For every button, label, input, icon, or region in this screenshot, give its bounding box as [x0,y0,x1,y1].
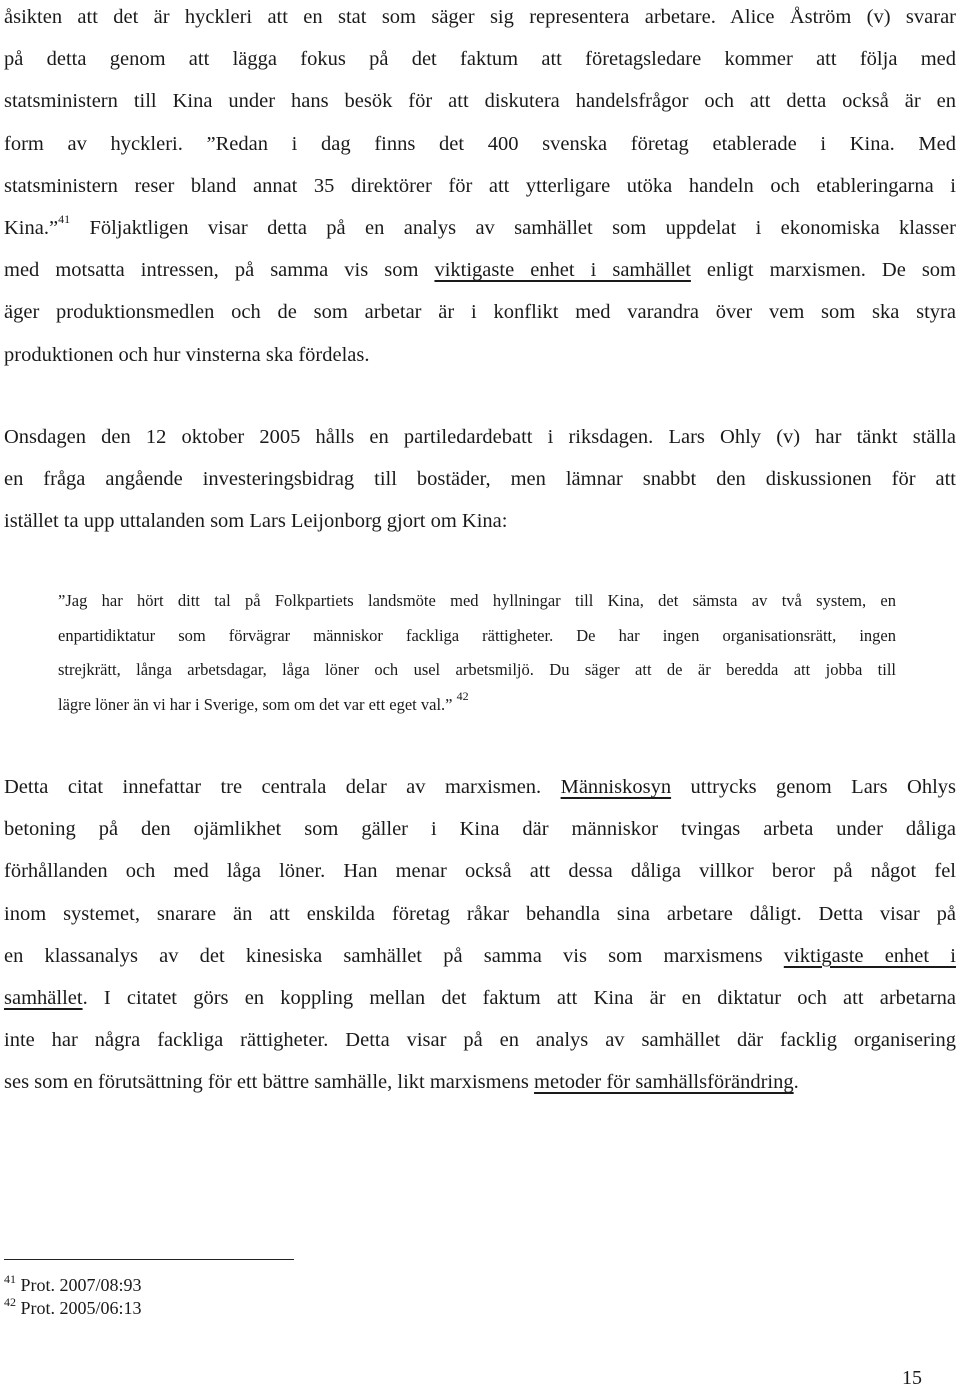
quote-line: enpartidiktatur som förvägrar människor fackliga rättigheter. De har ingen organisationsrätt, ingen [58,625,896,645]
text-line: äger produktionsmedlen och de som arbetar är i konflikt med varandra över vem som ska styra [4,301,956,324]
text-line [4,1061,956,1103]
footnote-number: 42 [4,1295,16,1309]
text-segment: . [793,1071,799,1094]
text-segment: Följaktligen visar detta på en analys av samhället som uppdelat i ekonomiska klasser [70,217,956,240]
underlined-term: metoder för samhällsförändring [534,1071,794,1094]
text-segment: en klassanalys av det kinesiska samhället på samma vis som marxismens [4,944,784,967]
text-line: statsministern till Kina under hans besök för att diskutera handelsfrågor och att detta också är en [4,90,956,113]
text-line [4,977,956,1019]
underlined-term: samhället [4,987,83,1010]
footnote [4,1274,142,1296]
text-line: form av hyckleri. ”Redan i dag finns det 400 svenska företag etablerade i Kina. Med [4,132,956,155]
page-number: 15 [902,1367,922,1389]
text-line: förhållanden och med låga löner. Han menar också att dessa dåliga villkor beror på något fel [4,860,956,883]
footnote-number: 41 [4,1272,16,1286]
text-line: inom systemet, snarare än att enskilda företag råkar behandla sina arbetare dåligt. Detta visar på [4,902,956,925]
text-segment: med motsatta intressen, på samma vis som [4,259,435,282]
text-line: produktionen och hur vinsterna ska fördelas. [4,343,370,366]
underlined-term: Människosyn [560,776,672,798]
text-line: inte har några fackliga rättigheter. Detta visar på en analys av samhället där facklig organisering [4,1029,956,1052]
underlined-term: viktigaste enhet i samhället [434,259,691,282]
footnote-text: Prot. 2005/06:13 [20,1298,142,1318]
text-line: betoning på den ojämlikhet som gäller i Kina där människor tvingas arbeta under dåliga [4,818,956,841]
text-line [4,766,956,808]
text-line [4,935,956,977]
footnote [4,1297,142,1319]
paragraph-2 [4,416,956,543]
underlined-term: viktigaste enhet i [783,944,957,967]
quote-line: ”Jag har hört ditt tal på Folkpartiets landsmöte med hyllningar till Kina, det sämsta av två system, en [58,591,896,610]
text-segment: lägre löner än vi har i Sverige, som om det var ett eget val.” [58,694,453,714]
footnote-reference-41[interactable]: 41 [58,212,71,227]
text-line [4,207,956,249]
text-line: statsministern reser bland annat 35 direktörer för att ytterligare utöka handeln och etableringarna i [4,174,956,197]
text-line: en fråga angående investeringsbidrag till bostäder, men lämnar snabbt den diskussionen för att [4,468,956,491]
footnote-text: Prot. 2007/08:93 [20,1275,142,1295]
text-segment: Kina.” [4,217,59,240]
text-segment: ses som en förutsättning för ett bättre samhälle, likt marxismens [4,1071,535,1094]
text-line: åsikten att det är hyckleri att en stat som säger sig representera arbetare. Alice Åström (v) svarar [4,6,956,28]
text-line [4,249,956,291]
text-line: på detta genom att lägga fokus på det faktum att företagsledare kommer att följa med [4,48,956,71]
text-line: Onsdagen den 12 oktober 2005 hålls en partiledardebatt i riksdagen. Lars Ohly (v) har tänkt ställa [4,426,956,448]
paragraph-1 [4,0,956,376]
quote-line [58,688,896,723]
footnote-reference-42[interactable]: 42 [456,689,469,703]
footnote-separator [4,1259,294,1260]
block-quote [58,584,896,722]
text-segment: . I citatet görs en koppling mellan det faktum att Kina är en diktatur och att arbetarna [82,987,956,1010]
quote-line: strejkrätt, långa arbetsdagar, låga löner och usel arbetsmiljö. Du säger att de är beredda att jobba till [58,660,896,679]
paragraph-3 [4,766,956,1104]
text-line: istället ta upp uttalanden som Lars Leijonborg gjort om Kina: [4,510,508,533]
text-segment: uttrycks genom Lars Ohlys [671,776,956,798]
text-segment: enligt marxismen. De som [690,259,956,282]
text-segment: Detta citat innefattar tre centrala delar av marxismen. [4,776,561,798]
